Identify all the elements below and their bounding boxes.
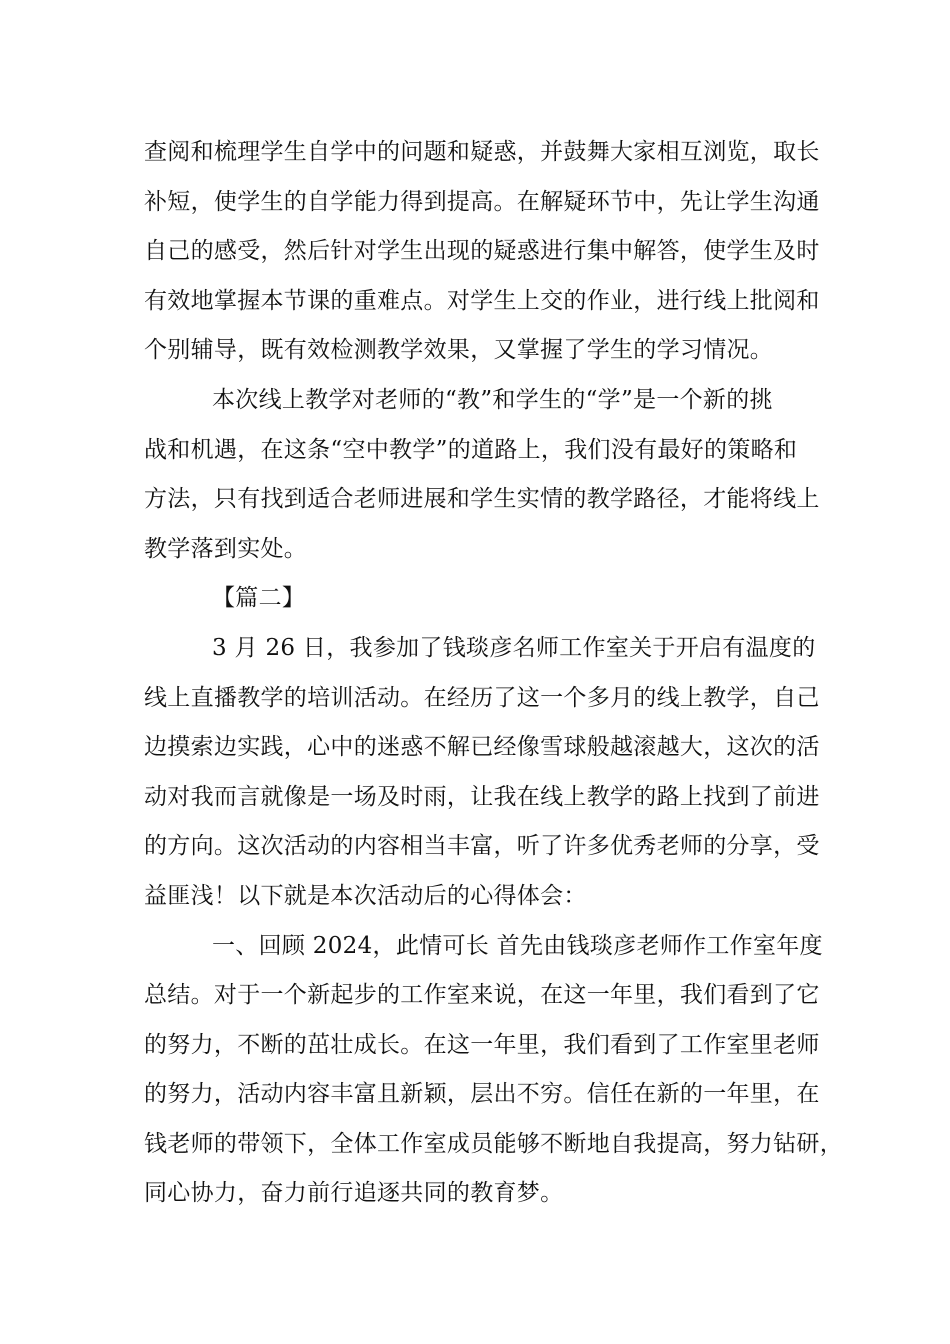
text-line: 【篇二】 [212, 585, 306, 612]
text-line: 3 月 26 日，我参加了钱琰彦名师工作室关于开启有温度的 [212, 634, 816, 661]
text-line: 战和机遇，在这条“空中教学”的道路上，我们没有最好的策略和 [144, 436, 798, 463]
text-line: 线上直播教学的培训活动。在经历了这一个多月的线上教学，自己 [144, 684, 820, 711]
text-line: 的方向。这次活动的内容相当丰富，听了许多优秀老师的分享，受 [144, 833, 820, 860]
text-line: 个别辅导，既有效检测教学效果，又掌握了学生的学习情况。 [144, 337, 774, 364]
document-body [144, 128, 843, 1219]
text-line: 钱老师的带领下，全体工作室成员能够不断地自我提高，努力钻研， [144, 1130, 843, 1157]
text-line: 教学落到实处。 [144, 535, 308, 562]
text-line: 总结。对于一个新起步的工作室来说，在这一年里，我们看到了它 [144, 982, 820, 1009]
text-line: 有效地掌握本节课的重难点。对学生上交的作业，进行线上批阅和 [144, 287, 820, 314]
text-line: 查阅和梳理学生自学中的问题和疑惑，并鼓舞大家相互浏览，取长 [144, 139, 820, 165]
text-line: 方法，只有找到适合老师进展和学生实情的教学路径，才能将线上 [144, 486, 820, 513]
text-line: 本次线上教学对老师的“教”和学生的“学”是一个新的挑 [212, 386, 773, 413]
text-line: 边摸索边实践，心中的迷惑不解已经像雪球般越滚越大，这次的活 [144, 734, 820, 761]
text-line: 一、回顾 2024，此情可长 首先由钱琰彦老师作工作室年度 [212, 932, 823, 959]
text-line: 动对我而言就像是一场及时雨，让我在线上教学的路上找到了前进 [144, 783, 820, 810]
text-line: 补短，使学生的自学能力得到提高。在解疑环节中，先让学生沟通 [144, 188, 820, 215]
text-line: 自己的感受，然后针对学生出现的疑惑进行集中解答，使学生及时 [144, 238, 820, 265]
text-line: 益匪浅！以下就是本次活动后的心得体会： [144, 882, 587, 909]
text-line: 同心协力，奋力前行追逐共同的教育梦。 [144, 1180, 564, 1207]
text-line: 的努力，不断的茁壮成长。在这一年里，我们看到了工作室里老师 [144, 1031, 820, 1058]
text-line: 的努力，活动内容丰富且新颖，层出不穷。信任在新的一年里，在 [144, 1081, 820, 1108]
